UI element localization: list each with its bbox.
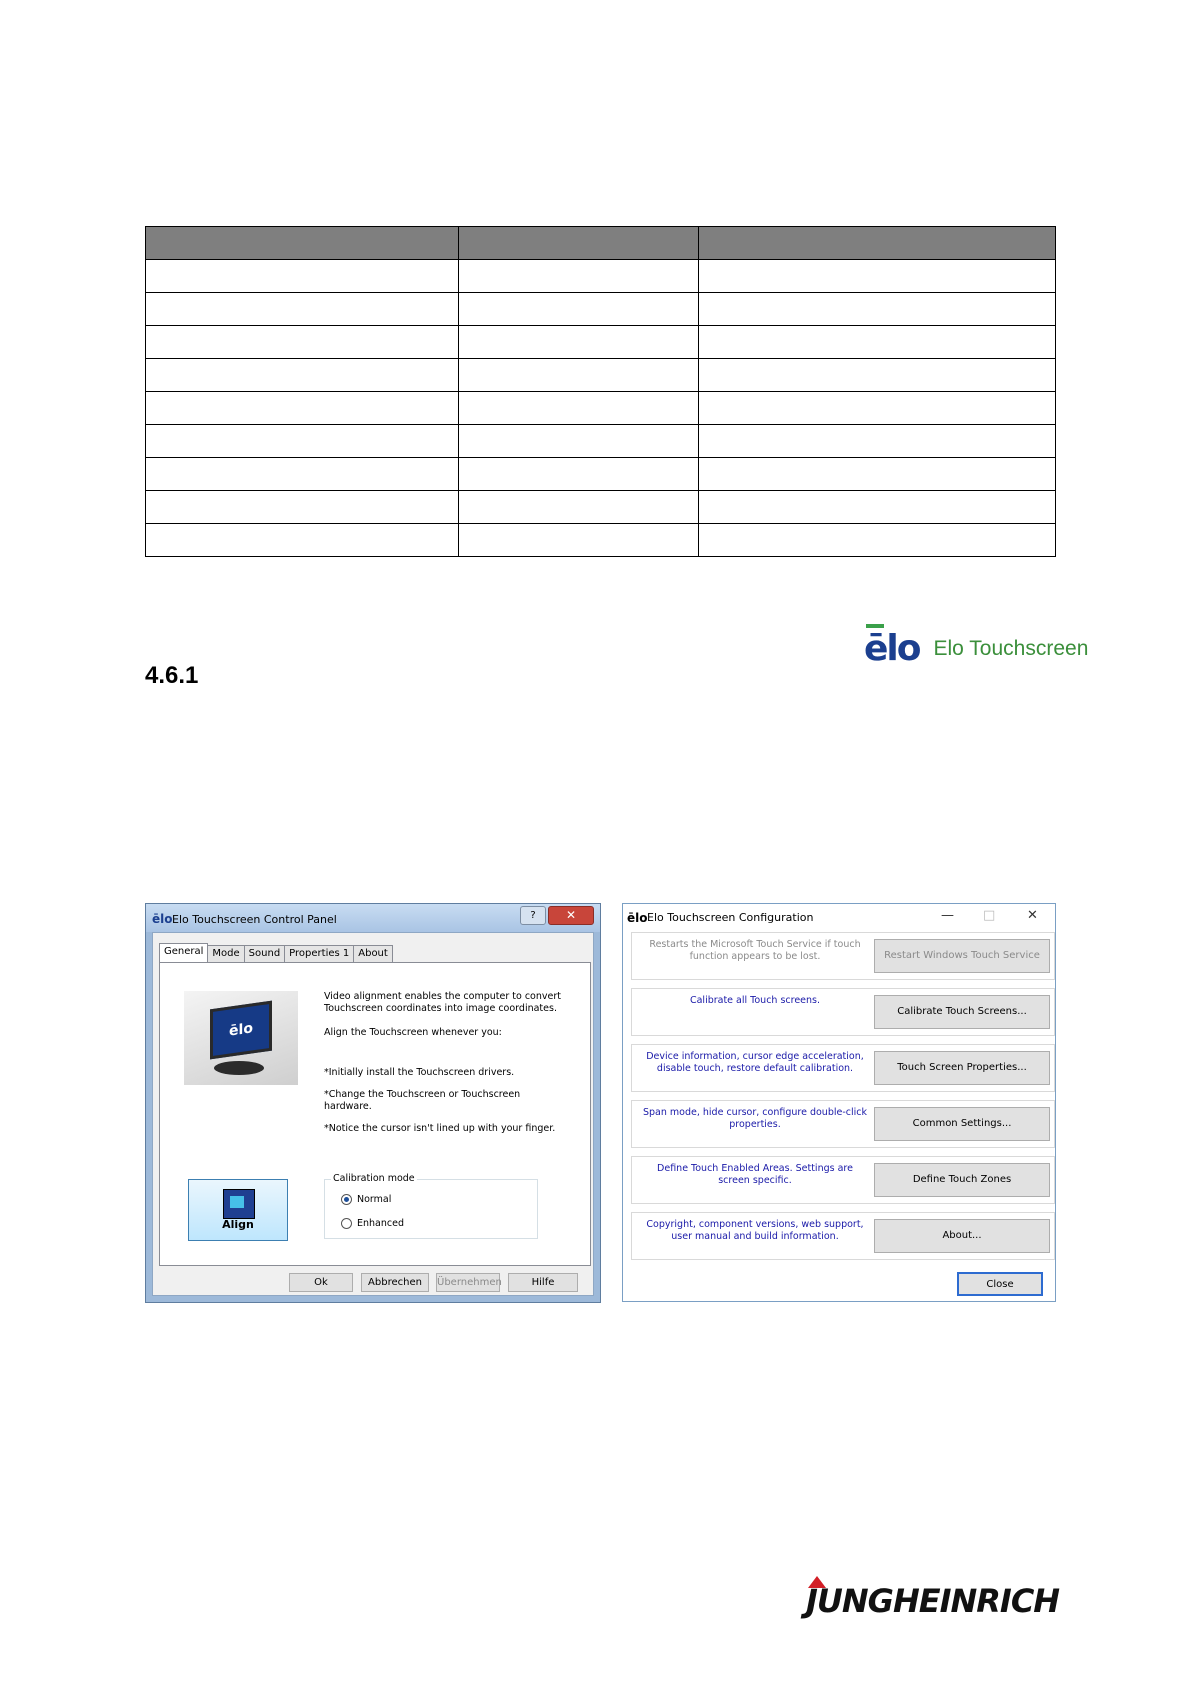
table-row — [146, 359, 1056, 392]
table-cell — [146, 326, 459, 359]
alignment-description — [324, 991, 564, 1147]
table-cell — [146, 359, 459, 392]
tab-general[interactable]: General — [159, 943, 208, 962]
configuration-title: Elo Touchscreen Configuration — [647, 911, 814, 924]
control-panel-window — [145, 903, 601, 1303]
group-description: Restarts the Microsoft Touch Service if touch function appears to be lost. — [649, 939, 861, 962]
control-panel-client — [152, 932, 594, 1296]
jungheinrich-logo: JUNGHEINRICH — [806, 1582, 1060, 1620]
elo-brand-name: Elo Touchscreen — [933, 636, 1089, 660]
group-description: Define Touch Enabled Areas. Settings are screen specific. — [657, 1163, 853, 1186]
cancel-button[interactable]: Abbrechen — [361, 1273, 429, 1292]
table-cell — [146, 293, 459, 326]
minimize-icon[interactable]: — — [941, 908, 954, 923]
calibration-mode-group — [324, 1173, 538, 1239]
close-button[interactable]: Close — [957, 1272, 1043, 1296]
group-description: Span mode, hide cursor, configure double-click properties. — [642, 1107, 867, 1130]
table-row — [146, 392, 1056, 425]
table-cell — [146, 260, 459, 293]
group-description: Copyright, component versions, web support, user manual and build information. — [646, 1219, 864, 1242]
radio-unselected-icon — [341, 1218, 352, 1229]
radio-selected-icon — [341, 1194, 352, 1205]
close-icon[interactable]: ✕ — [1027, 908, 1038, 923]
table-cell — [459, 359, 699, 392]
calibrate-touch-screens-button[interactable]: Calibrate Touch Screens... — [874, 995, 1050, 1029]
close-window-button[interactable]: ✕ — [548, 906, 594, 925]
table-cell — [459, 260, 699, 293]
table-header-cell — [146, 227, 459, 260]
table-row — [146, 326, 1056, 359]
table-cell — [146, 458, 459, 491]
control-panel-titlebar[interactable] — [146, 904, 600, 932]
configuration-window — [622, 903, 1056, 1302]
group-properties — [631, 1044, 1055, 1092]
group-common-settings — [631, 1100, 1055, 1148]
radio-enhanced[interactable] — [341, 1218, 404, 1229]
table-cell — [459, 326, 699, 359]
table-row — [146, 293, 1056, 326]
table-cell — [699, 359, 1056, 392]
group-description: Calibrate all Touch screens. — [689, 995, 821, 1006]
description-line: *Change the Touchscreen or Touchscreen hardware. — [324, 1089, 521, 1112]
description-line: *Notice the cursor isn't lined up with your finger. — [324, 1123, 556, 1134]
table-cell — [459, 392, 699, 425]
configuration-titlebar[interactable] — [623, 904, 1055, 930]
table-header-cell — [699, 227, 1056, 260]
group-touch-zones — [631, 1156, 1055, 1204]
tab-strip — [159, 943, 392, 961]
table-cell — [699, 260, 1056, 293]
table-cell — [459, 491, 699, 524]
tab-about[interactable]: About — [353, 945, 393, 962]
group-restart-touch-service — [631, 932, 1055, 980]
radio-enhanced-label: Enhanced — [357, 1218, 404, 1229]
define-touch-zones-button[interactable]: Define Touch Zones — [874, 1163, 1050, 1197]
device-screen: ēlo — [210, 1001, 272, 1060]
radio-normal-label: Normal — [357, 1194, 392, 1205]
apply-button[interactable]: Übernehmen — [436, 1273, 500, 1292]
align-button[interactable] — [188, 1179, 288, 1241]
elo-title-icon: ēlo — [627, 911, 648, 925]
table-header-row — [146, 227, 1056, 260]
general-tab-panel — [159, 962, 591, 1266]
section-number: 4.6.1 — [145, 662, 199, 689]
group-about — [631, 1212, 1055, 1260]
table-row — [146, 491, 1056, 524]
tab-properties-1[interactable]: Properties 1 — [284, 945, 354, 962]
table-cell — [146, 491, 459, 524]
calibration-mode-title: Calibration mode — [333, 1173, 415, 1184]
tab-sound[interactable]: Sound — [244, 945, 286, 962]
table-cell — [699, 326, 1056, 359]
tab-mode[interactable]: Mode — [207, 945, 244, 962]
spec-table — [145, 226, 1056, 557]
restart-touch-service-button[interactable]: Restart Windows Touch Service — [874, 939, 1050, 973]
table-row — [146, 458, 1056, 491]
table-cell — [459, 458, 699, 491]
align-icon — [223, 1189, 255, 1219]
table-cell — [699, 524, 1056, 557]
elo-logo-mark: ēlo — [864, 628, 920, 669]
table-cell — [146, 392, 459, 425]
table-cell — [459, 524, 699, 557]
description-line: *Initially install the Touchscreen drivers. — [324, 1067, 515, 1078]
help-text-button[interactable]: Hilfe — [508, 1273, 578, 1292]
about-button[interactable]: About... — [874, 1219, 1050, 1253]
group-calibrate — [631, 988, 1055, 1036]
table-cell — [699, 293, 1056, 326]
table-header-cell — [459, 227, 699, 260]
touch-screen-properties-button[interactable]: Touch Screen Properties... — [874, 1051, 1050, 1085]
table-row — [146, 524, 1056, 557]
group-description: Device information, cursor edge acceleration, disable touch, restore default calibration. — [646, 1051, 864, 1074]
table-cell — [699, 491, 1056, 524]
control-panel-title: Elo Touchscreen Control Panel — [172, 913, 337, 926]
table-row — [146, 260, 1056, 293]
elo-title-icon: ēlo — [152, 912, 173, 926]
table-cell — [459, 425, 699, 458]
table-cell — [699, 458, 1056, 491]
help-button[interactable]: ? — [520, 906, 546, 925]
maximize-icon[interactable]: □ — [983, 908, 996, 923]
table-cell — [699, 425, 1056, 458]
description-line: Align the Touchscreen whenever you: — [324, 1027, 502, 1038]
device-stand — [214, 1061, 264, 1075]
ok-button[interactable]: Ok — [289, 1273, 353, 1292]
table-cell — [459, 293, 699, 326]
table-cell — [146, 425, 459, 458]
common-settings-button[interactable]: Common Settings... — [874, 1107, 1050, 1141]
description-line: Video alignment enables the computer to convert Touchscreen coordinates into image coordinates. — [324, 991, 561, 1014]
touchscreen-device-image — [184, 991, 298, 1085]
radio-normal[interactable] — [341, 1194, 391, 1205]
table-cell — [699, 392, 1056, 425]
table-row — [146, 425, 1056, 458]
elo-touchscreen-logo — [864, 628, 1088, 669]
align-label: Align — [222, 1218, 254, 1231]
table-cell — [146, 524, 459, 557]
